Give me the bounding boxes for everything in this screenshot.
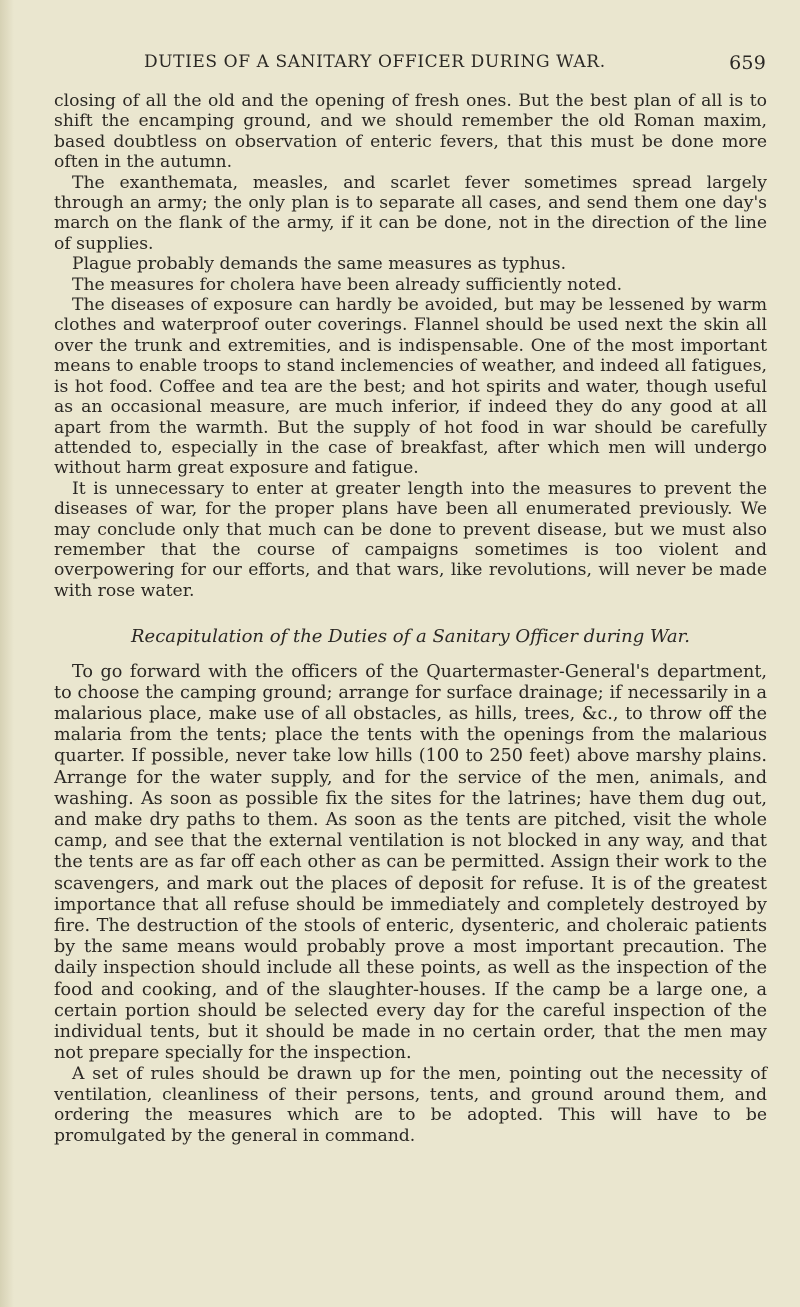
section-heading: Recapitulation of the Duties of a Sanitary Officer during War. [130, 626, 690, 648]
paragraph-cholera: The measures for cholera have been already sufficiently noted. [72, 274, 623, 295]
page-number: 659 [729, 52, 766, 74]
paragraph-continuation: closing of all the old and the opening of fresh ones. But the best plan of all is to shift the encamping ground, and we should remember the old Roman maxim, based doubtless on observation of enteric fevers, that this must be done more often in the autumn. [54, 91, 767, 173]
paragraph-rules: A set of rules should be drawn up for the men, pointing out the necessity of ventilation, cleanliness of their persons, tents, and ground around them, and ordering the measures which are to be adopted. This will have to be promulgated by the general in command. [54, 1064, 767, 1146]
running-title: DUTIES OF A SANITARY OFFICER DURING WAR. [144, 52, 606, 72]
page-edge-shadow [0, 0, 14, 1307]
paragraph-conclusion: It is unnecessary to enter at greater length into the measures to prevent the diseases of war, for the proper plans have been all enumerated previously. We may conclude only that much can be done to prevent disease, but we must also remember that the course of campaigns sometimes is too violent and overpowering for our efforts, and that wars, like revolutions, will never be made with rose water. [54, 478, 767, 601]
page-body [54, 91, 767, 1146]
paragraph-plague: Plague probably demands the same measures as typhus. [72, 254, 567, 275]
running-header [56, 52, 766, 78]
paragraph-exposure: The diseases of exposure can hardly be avoided, but may be lessened by warm clothes and waterproof outer coverings. Flannel should be used next the skin all over the trunk and extremities, and is indispensable. One of the most important means to enable troops to stand inclemencies of weather, and indeed all fatigues, is hot food. Coffee and tea are the best; and hot spirits and water, though useful as an occasional measure, are much inferior, if indeed they do any good at all apart from the warmth. But the supply of hot food in war should be carefully attended to, especially in the case of breakfast, after which men will undergo without harm great exposure and fatigue. [54, 295, 767, 479]
paragraph-exanthemata: The exanthemata, measles, and scarlet fever sometimes spread largely through an army; the only plan is to separate all cases, and send them one day's march on the flank of the army, if it can be done, not in the direction of the line of supplies. [54, 172, 767, 254]
paragraph-recapitulation: To go forward with the officers of the Quartermaster-General's department, to choose the camping ground; arrange for surface drainage; if necessarily in a malarious place, make use of all obstacles, as hills, trees, &c., to throw off the malaria from the tents; place the tents with the openings from the malarious quarter. If possible, never take low hills (100 to 250 feet) above marshy plains. Arrange for the water supply, and for the service of the men, animals, and washing. As soon as possible fix the sites for the latrines; have them dug out, and make dry paths to them. As soon as the tents are pitched, visit the whole camp, and see that the external ventilation is not blocked in any way, and that the tents are as far off each other as can be permitted. Assign their work to the scavengers, and mark out the places of deposit for refuse. It is of the greatest importance that all refuse should be immediately and completely destroyed by fire. The destruction of the stools of enteric, dysenteric, and choleraic patients by the same means would probably prove a most important precaution. The daily inspection should include all these points, as well as the inspection of the food and cooking, and of the slaughter-houses. If the camp be a large one, a certain portion should be selected every day for the careful inspection of the individual tents, but it should be made in no certain order, that the men may not prepare specially for the inspection. [54, 661, 767, 1064]
